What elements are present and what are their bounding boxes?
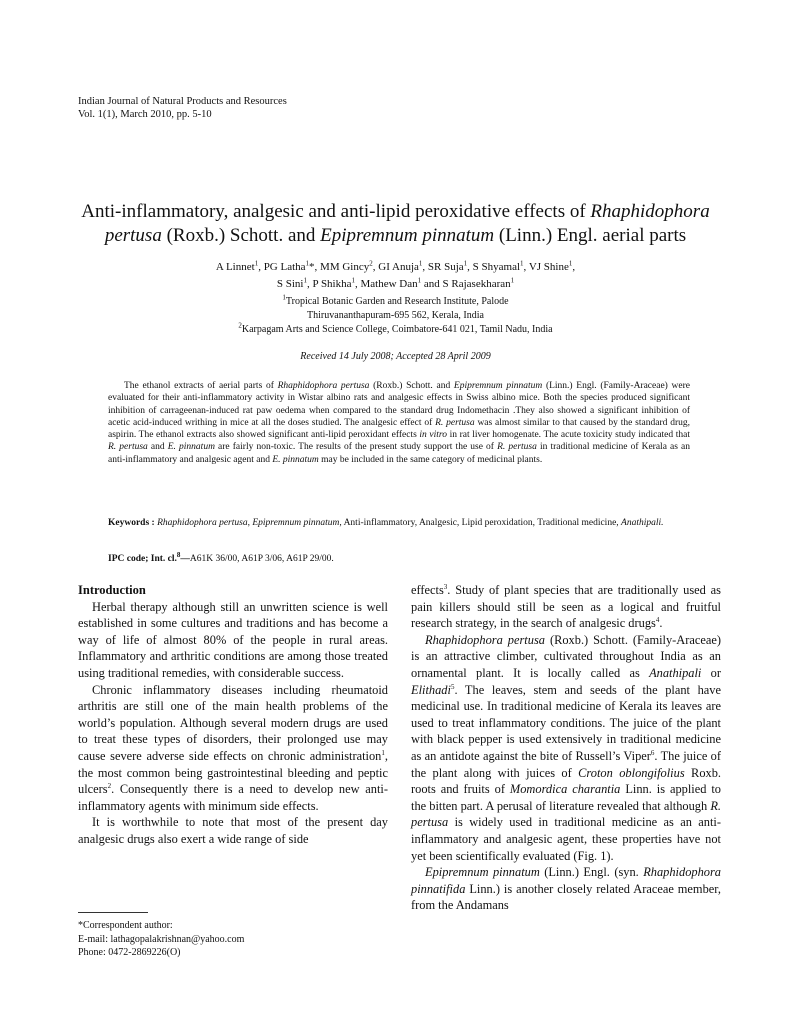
author-list: A Linnet$^1$, PG Latha$^1$*, MM Gincy$^2$, GI Anuja$^1$, SR Suja$^1$, S Shyamal$^1$, VJ Shine$^1$, S Sini$^1$, P Shikha$^1$, Mathew Dan$^1$ and S Rajasekharan$^1$ [215,259,576,290]
footnote-divider [78,912,148,913]
footnote [78,919,244,960]
keywords-label: Keywords : [108,518,158,528]
paragraph: Epipremnum pinnatum (Linn.) Engl. (syn. Rhaphidophora pinnatifida Linn.) is another closely related Araceae member, from the Andamans [411,865,721,913]
abstract: The ethanol extracts of aerial parts of Rhaphidophora pertusa (Roxb.) Schott. and Epipremnum pinnatum (Linn.) Engl. (Family-Araceae) were evaluated for their anti-inflammatory activity in Wistar albino rats and analgesic effects in Swiss albino mice. Both the species produced significant inhibition of carrageenan-induced rat paw oedema when compared to the standard drug Indomethacin .They also showed a significant inhibition of acetic acid-induced writhing in mice at all the doses studied. The analgesic effect of R. pertusa was almost similar to that caused by the standard drug, aspirin. The ethanol extracts also showed significant anti-lipid peroxidant effects in vitro in rat liver homogenate. The acute toxicity study indicated that R. pertusa and E. pinnatum are fairly non-toxic. The results of the present study support the use of R. pertusa in traditional medicine of Kerala as an anti-inflammatory and analgesic agent and E. pinnatum may be included in the same category of medicinal plants. [108,381,691,465]
footnote-phone: Phone: 0472-2869226(O) [78,947,181,959]
footnote-correspondent: *Correspondent author: [78,920,173,931]
affiliation-2: $^2$Karpagam Arts and Science College, Coimbatore-641 021, Tamil Nadu, India [238,321,553,335]
affiliation-1: $^1$Tropical Botanic Garden and Research Institute, Palode [282,293,509,307]
journal-header [78,95,287,121]
ipc-code: IPC code; Int. cl.$^8$—A61K 36/00, A61P 3/06, A61P 29/00. [108,550,334,564]
paragraph: It is worthwhile to note that most of the present day analgesic drugs also exert a wide range of side [78,815,388,846]
journal-volume: Vol. 1(1), March 2010, pp. 5-10 [78,109,212,120]
journal-name: Indian Journal of Natural Products and Resources [78,96,287,107]
keywords: Keywords : Rhaphidophora pertusa, Epipremnum pinnatum, Anti-inflammatory, Analgesic, Lipid peroxidation, Traditional medicine, Anathipali. [108,518,664,528]
right-column [411,582,721,914]
affiliations [60,295,731,337]
affiliation-1-address: Thiruvananthapuram-695 562, Kerala, India [307,310,484,321]
paragraph: effects$^3$. Study of plant species that are traditionally used as pain killers should still be seen as a logical and fruitful research strategy, in the search of analgesic drugs$^4$. [411,582,721,631]
received-dates: Received 14 July 2008; Accepted 28 April 2009 [300,351,491,362]
left-column [78,582,388,848]
footnote-email: E-mail: lathagopalakrishnan@yahoo.com [78,933,245,945]
paragraph: Chronic inflammatory diseases including rheumatoid arthritis are still one of the main health problems of the world’s population. Although several modern drugs are used to treat these types of disorders, their prolonged use may cause severe adverse side effects on chronic administration$^1$, the most common being gastrointestinal bleeding and peptic ulcers$^2$. Consequently there is a need to develop new anti-inflammatory agents with minimum side effects. [78,682,388,813]
paragraph: Herbal therapy although still an unwritten science is well established in some cultures and traditions and has become a way of life of almost 80% of the people in rural areas. Inflammatory and arthritic conditions are among those treated using traditional remedies, with considerable success. [78,599,388,680]
paragraph: Rhaphidophora pertusa (Roxb.) Schott. (Family-Araceae) is an attractive climber, cultivated throughout India as an ornamental plant. It is locally called as Anathipali or Elithadi$^5$. The leaves, stem and seeds of the plant have medicinal use. In traditional medicine of Kerala its leaves are used to treat inflammatory conditions. The juice of the plant with black pepper is used extensively in traditional medicine as an antidote against the bite of Russell’s Viper$^6$. The juice of the plant along with juices of Croton oblongifolius Roxb. roots and fruits of Momordica charantia Linn. is applied to the bitten part. A perusal of literature revealed that although R. pertusa is widely used in traditional medicine as an anti-inflammatory and analgesic agent, these properties have not yet been scientifically evaluated (Fig. 1). [411,632,722,863]
section-heading-introduction: Introduction [78,583,146,597]
paper-title: Anti-inflammatory, analgesic and anti-lipid peroxidative effects of Rhaphidophora pertusa (Roxb.) Schott. and Epipremnum pinnatum (Linn.) Engl. aerial parts [81,201,710,246]
